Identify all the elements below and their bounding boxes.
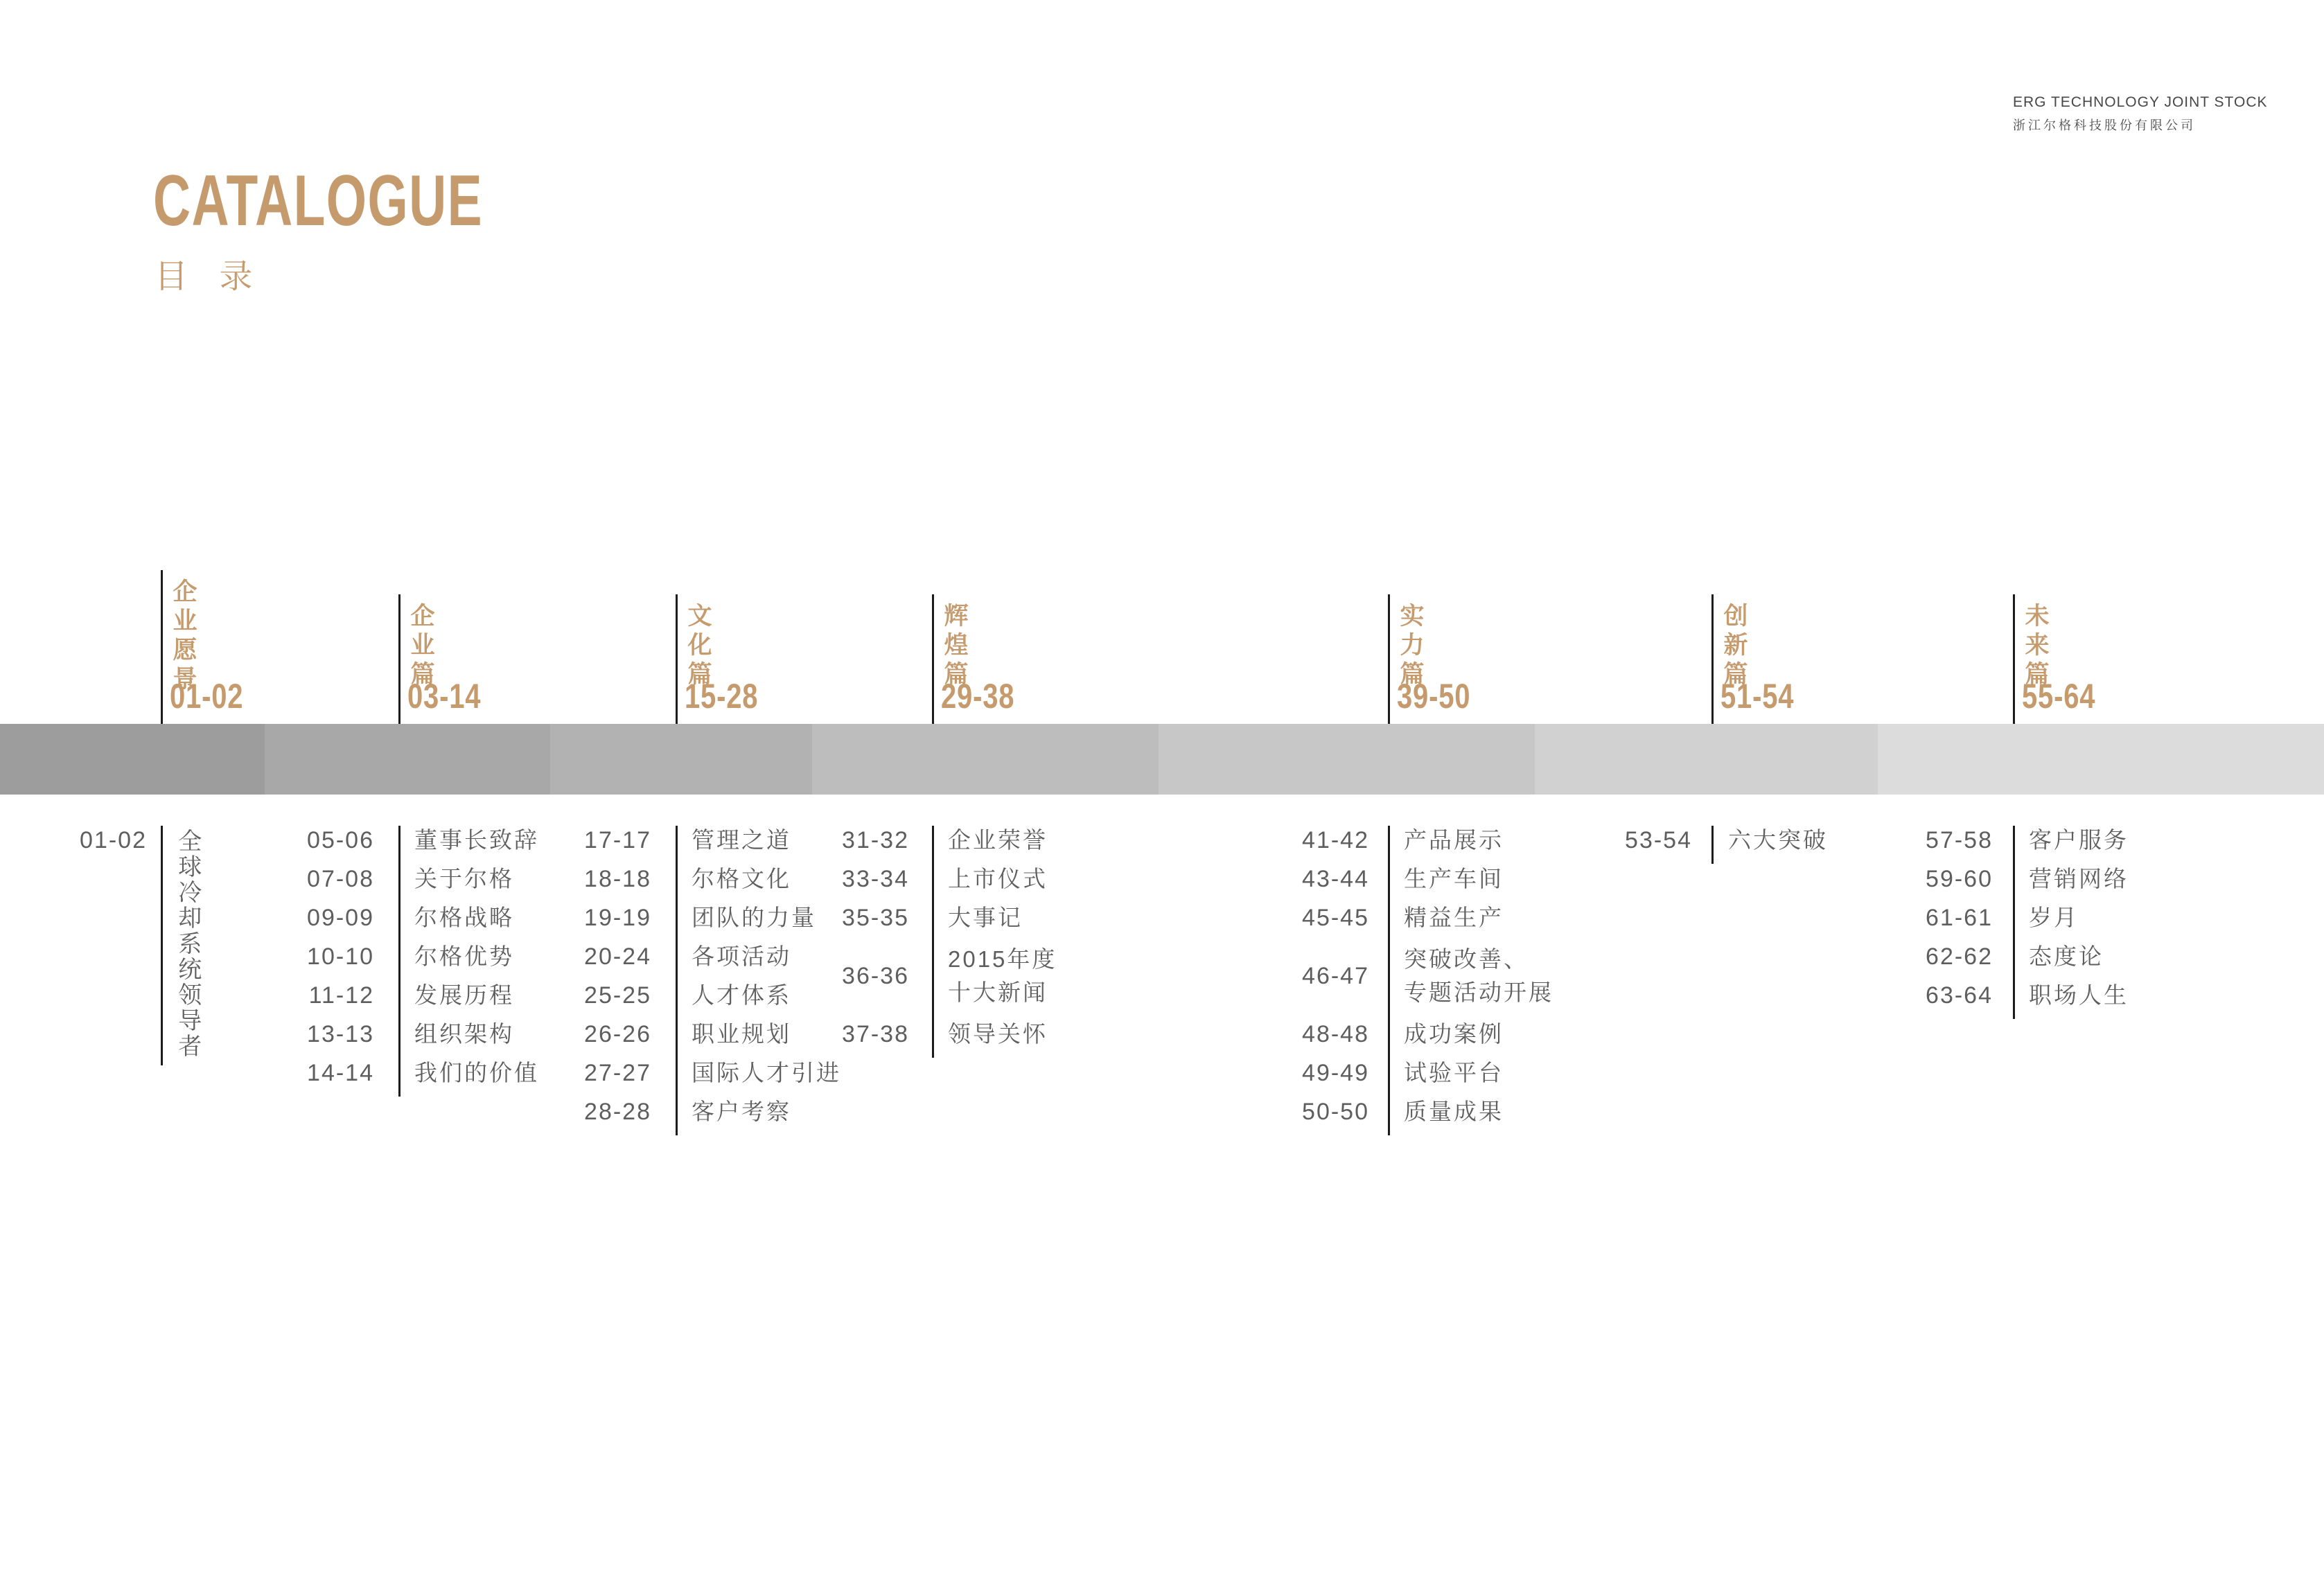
toc-entry-title[interactable]: 上市仪式 [948,866,1048,892]
toc-entry-title[interactable]: 客户考察 [692,1099,791,1124]
toc-page-range[interactable]: 07-08 [307,866,374,892]
section-rule [2013,594,2015,724]
toc-entry-title[interactable]: 产品展示 [1404,827,1504,853]
band-segment [812,724,1159,795]
toc-column-rule [676,826,678,1135]
section-label: 企业篇 [407,603,434,690]
band-segment [550,724,812,795]
toc-page-range[interactable]: 05-06 [307,827,374,853]
section-rule [1388,594,1390,724]
toc-entry-title[interactable]: 各项活动 [692,943,791,969]
toc-column-rule [1388,826,1390,1135]
toc-column-rule [2013,826,2015,1019]
toc-page-range[interactable]: 59-60 [1926,866,1993,892]
section-rule [1711,594,1714,724]
toc-entry-title[interactable]: 团队的力量 [692,905,816,930]
toc-entry-title[interactable]: 职业规划 [692,1021,791,1047]
toc-page-range[interactable]: 09-09 [307,905,374,931]
toc-page-range[interactable]: 17-17 [584,827,651,853]
section-label: 创新篇 [1720,603,1748,690]
toc-page-range[interactable]: 14-14 [307,1060,374,1086]
toc-page-range[interactable]: 19-19 [584,905,651,931]
section-label: 辉煌篇 [941,603,968,690]
page-title-zh: 目 录 [155,258,264,295]
toc-entry-title[interactable]: 客户服务 [2029,827,2129,853]
toc-entry-title[interactable]: 2015年度 [948,946,1057,972]
toc-entry-title-vertical[interactable]: 全球冷却系统领导者 [174,828,201,1059]
company-name-zh: 浙江尔格科技股份有限公司 [2013,118,2196,132]
toc-entry-title[interactable]: 我们的价值 [414,1060,539,1085]
toc-entry-title[interactable]: 岁月 [2029,905,2079,930]
toc-entry-title[interactable]: 尔格优势 [414,943,514,969]
toc-entry-title[interactable]: 态度论 [2029,943,2104,969]
band-segment [0,724,265,795]
toc-entry-title[interactable]: 关于尔格 [414,866,514,892]
toc-entry-title[interactable]: 大事记 [948,905,1023,930]
toc-page-range[interactable]: 25-25 [584,982,651,1009]
toc-page-range[interactable]: 57-58 [1926,827,1993,853]
section-rule [161,570,163,724]
toc-page-range[interactable]: 63-64 [1926,982,1993,1009]
toc-column-rule [161,826,163,1065]
toc-entry-title[interactable]: 突破改善、 [1404,946,1529,972]
toc-page-range[interactable]: 01-02 [80,827,147,853]
toc-column-rule [398,826,400,1097]
toc-page-range[interactable]: 36-36 [842,963,909,989]
section-page-range: 03-14 [407,677,482,716]
toc-page-range[interactable]: 41-42 [1302,827,1369,853]
section-page-range: 29-38 [941,677,1015,716]
section-page-range: 01-02 [170,677,244,716]
toc-entry-title[interactable]: 专题活动开展 [1404,979,1553,1005]
company-header [2013,94,2268,133]
toc-page-range[interactable]: 26-26 [584,1021,651,1047]
toc-entry-title[interactable]: 成功案例 [1404,1021,1504,1047]
toc-page-range[interactable]: 13-13 [307,1021,374,1047]
toc-page-range[interactable]: 11-12 [308,982,374,1009]
toc-entry-title[interactable]: 六大突破 [1728,827,1828,853]
toc-entry-title[interactable]: 试验平台 [1404,1060,1504,1085]
section-page-range: 39-50 [1397,677,1471,716]
toc-page-range[interactable]: 10-10 [307,943,374,970]
section-label: 文化篇 [685,603,712,690]
toc-entry-title[interactable]: 生产车间 [1404,866,1504,892]
toc-page-range[interactable]: 46-47 [1302,963,1369,989]
toc-page-range[interactable]: 28-28 [584,1099,651,1125]
section-page-range: 55-64 [2022,677,2096,716]
toc-entry-title[interactable]: 企业荣誉 [948,827,1048,853]
toc-column-rule [932,826,934,1058]
gradient-band [0,724,2324,795]
toc-page-range[interactable]: 49-49 [1302,1060,1369,1086]
toc-page-range[interactable]: 37-38 [842,1021,909,1047]
toc-entry-title[interactable]: 尔格战略 [414,905,514,930]
toc-entry-title[interactable]: 领导关怀 [948,1021,1048,1047]
section-rule [398,594,400,724]
toc-page-range[interactable]: 33-34 [842,866,909,892]
band-segment [1535,724,1878,795]
toc-page-range[interactable]: 43-44 [1302,866,1369,892]
toc-entry-title[interactable]: 营销网络 [2029,866,2129,892]
toc-page-range[interactable]: 45-45 [1302,905,1369,931]
band-segment [1878,724,2324,795]
toc-entry-title[interactable]: 职场人生 [2029,982,2129,1008]
section-label: 未来篇 [2022,603,2049,690]
band-segment [265,724,550,795]
toc-page-range[interactable]: 62-62 [1926,943,1993,970]
page-title: CATALOGUE [153,161,484,241]
section-page-range: 15-28 [685,677,759,716]
toc-entry-title[interactable]: 尔格文化 [692,866,791,892]
section-rule [676,594,678,724]
toc-entry-title[interactable]: 国际人才引进 [692,1060,841,1085]
toc-page-range[interactable]: 20-24 [584,943,651,970]
company-name-en: ERG TECHNOLOGY JOINT STOCK [2013,94,2268,110]
toc-entry-title[interactable]: 十大新闻 [948,979,1048,1005]
toc-page-range[interactable]: 50-50 [1302,1099,1369,1125]
toc-entry-title[interactable]: 质量成果 [1404,1099,1504,1124]
toc-column-rule [1711,826,1714,864]
toc-entry-title[interactable]: 管理之道 [692,827,791,853]
toc-page-range[interactable]: 27-27 [584,1060,651,1086]
toc-page-range[interactable]: 35-35 [842,905,909,931]
section-rule [932,594,934,724]
toc-page-range[interactable]: 48-48 [1302,1021,1369,1047]
toc-page-range[interactable]: 18-18 [584,866,651,892]
toc-entry-title[interactable]: 组织架构 [414,1021,514,1047]
toc-page-range[interactable]: 53-54 [1625,827,1692,853]
toc-entry-title[interactable]: 人才体系 [692,982,791,1008]
section-page-range: 51-54 [1720,677,1795,716]
toc-page-range[interactable]: 61-61 [1926,905,1993,931]
toc-entry-title[interactable]: 精益生产 [1404,905,1504,930]
toc-entry-title[interactable]: 发展历程 [414,982,514,1008]
band-segment [1159,724,1535,795]
section-label: 企业愿景 [170,578,197,695]
toc-page-range[interactable]: 31-32 [842,827,909,853]
toc-entry-title[interactable]: 董事长致辞 [414,827,539,853]
section-label: 实力篇 [1397,603,1424,690]
